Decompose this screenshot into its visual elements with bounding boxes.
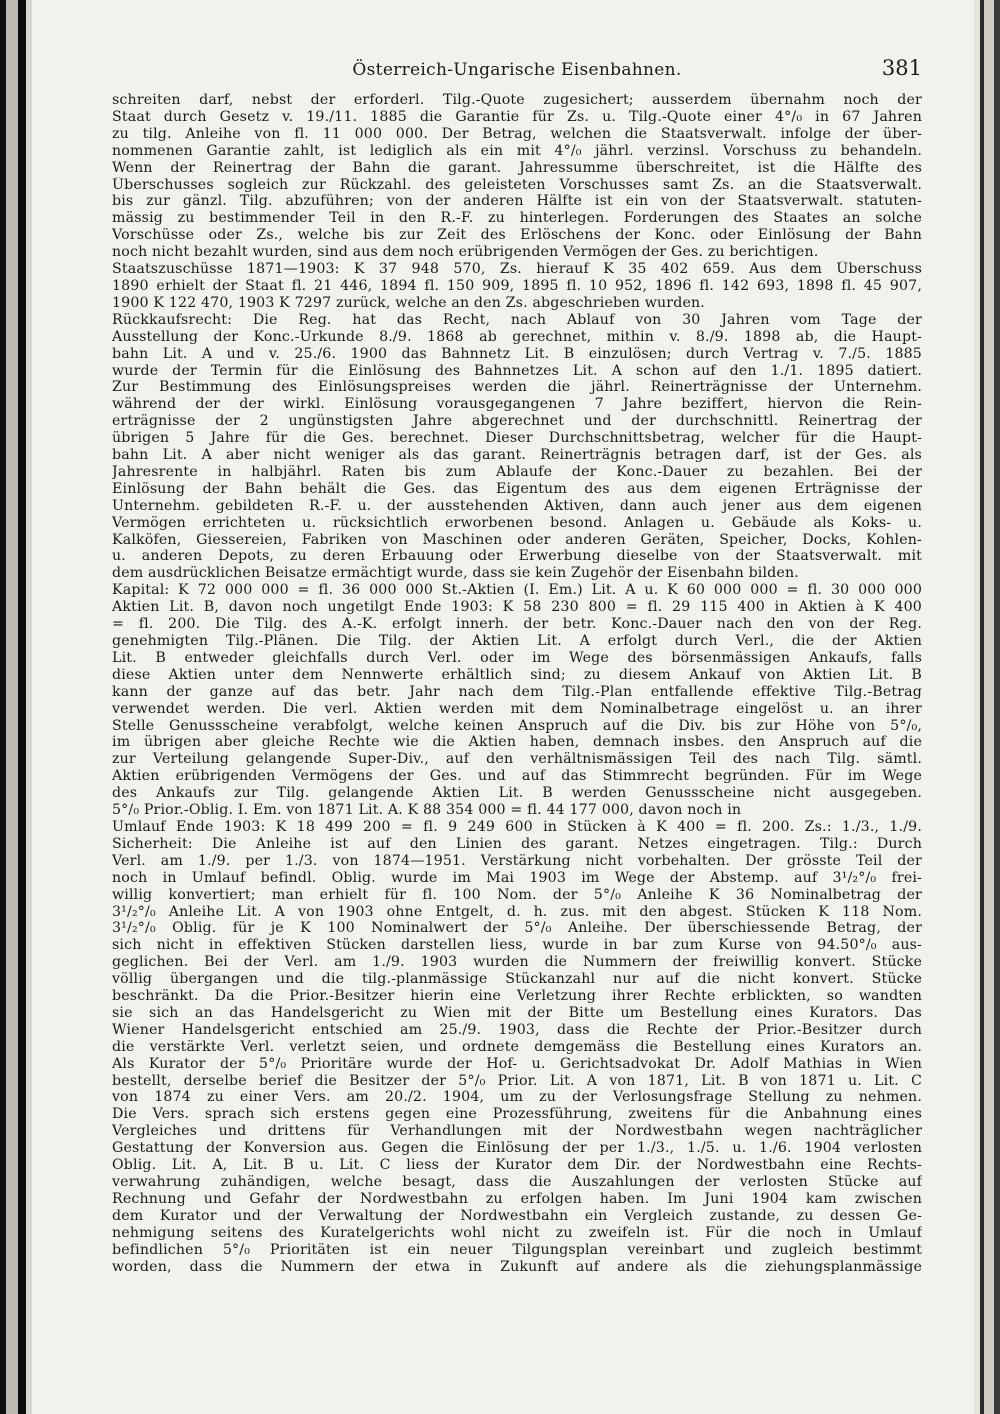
text-line: bahn Lit. A und v. 25./6. 1900 das Bahnnetz Lit. B einzulösen; durch Vertrag v. 7./5. 1885: [112, 345, 922, 362]
text-line: Stelle Genussscheine verabfolgt, welche keinen Anspruch auf die Div. bis zur Höhe von 5°/₀,: [112, 717, 922, 734]
text-line: willig konvertiert; man erhielt für fl. 100 Nom. der 5°/₀ Anleihe K 36 Nominalbetrag der: [112, 886, 922, 903]
text-line: des Ankaufs zur Tilg. gelangende Aktien Lit. B werden Genussscheine nicht ausgegeben.: [112, 785, 922, 802]
text-line: Vermögen errichteten u. rücksichtlich erworbenen besond. Anlagen u. Gebäude als Koks- u.: [112, 514, 922, 531]
text-line: dem ausdrücklichen Beisatze ermächtigt wurde, dass sie kein Zugehör der Eisenbahn bilden.: [112, 565, 799, 582]
text-line: bis zur gänzl. Tilg. abzuführen; von der anderen Hälfte ist ein von der Staatsverwalt. statuten-: [112, 193, 922, 210]
text-line: Kalköfen, Giessereien, Fabriken von Maschinen oder anderen Geräten, Speicher, Docks, Kohlen-: [112, 531, 922, 548]
text-line: Die Vers. sprach sich erstens gegen eine Prozessführung, zweitens für die Anbahnung eines: [112, 1106, 922, 1123]
text-line: sie sich an das Handelsgericht zu Wien mit der Bitte um Bestellung eines Kurators. Das: [112, 1004, 922, 1021]
text-line: noch nicht bezahlt wurden, sind aus dem noch erübrigenden Vermögen der Ges. zu berichtigen.: [112, 244, 819, 261]
text-line: 3¹/₂°/₀ Anleihe Lit. A von 1903 ohne Entgelt, d. h. zus. mit den abgest. Stücken K 118 Nom.: [112, 903, 922, 920]
text-line: Sicherheit: Die Anleihe ist auf den Linien des garant. Netzes eingetragen. Tilg.: Durch: [112, 835, 922, 852]
text-line: Aktien Lit. B, davon noch ungetilgt Ende 1903: K 58 230 800 = fl. 29 115 400 in Aktien à K 400: [112, 599, 922, 616]
text-line: 1900 K 122 470, 1903 K 7297 zurück, welche an den Zs. abgeschrieben wurden.: [112, 294, 705, 311]
text-line: wurde der Termin für die Einlösung des Bahnnetzes Lit. A schon auf den 1./1. 1895 datiert.: [112, 362, 922, 379]
text-line: die verstärkte Verl. verletzt seien, und ordnete demgemäss die Bestellung eines Kurators an.: [112, 1038, 922, 1055]
text-line: nehmigung seitens des Kuratelgerichts wohl nicht zu zweifeln ist. Für die noch in Umlauf: [112, 1224, 922, 1241]
text-line: 1890 erhielt der Staat fl. 21 446, 1894 fl. 150 909, 1895 fl. 10 952, 1896 fl. 142 693, 1898 fl. 45 907,: [112, 277, 922, 294]
text-line: verwendet werden. Die verl. Aktien werden mit dem Nominalbetrage eingelöst u. an ihrer: [112, 700, 922, 717]
text-line: Vorschüsse oder Zs., welche bis zur Zeit des Erlöschens der Konc. oder Einlösung der Bahn: [112, 227, 922, 244]
text-line: Staatszuschüsse 1871—1903: K 37 948 570, Zs. hierauf K 35 402 659. Aus dem Überschuss: [112, 261, 922, 278]
text-line: Staat durch Gesetz v. 19./11. 1885 die Garantie für Zs. u. Tilg.-Quote einer 4°/₀ in 67 Jahren: [112, 108, 922, 125]
text-line: Wiener Handelsgericht entschied am 25./9. 1903, dass die Rechte der Prior.-Besitzer durch: [112, 1021, 922, 1038]
text-line: zur Verteilung gelangende Super-Div., auf den verhältnismässigen Teil des nach Tilg. sämtl.: [112, 751, 922, 768]
text-line: Lit. B entweder gleichfalls durch Verl. oder im Wege des börsenmässigen Ankaufs, falls: [112, 649, 922, 666]
page-edge: [974, 0, 1000, 1414]
text-line: Rechnung und Gefahr der Nordwestbahn zu erfolgen haben. Im Juni 1904 kam zwischen: [112, 1190, 922, 1207]
text-line: Jahresrente in halbjährl. Raten bis zum Ablaufe der Konc.-Dauer zu bezahlen. Bei der: [112, 463, 922, 480]
text-line: 3¹/₂°/₀ Oblig. für je K 100 Nominalwert der 5°/₀ Anleihe. Der überschiessende Betrag, der: [112, 920, 922, 937]
text-line: bahn Lit. A aber nicht weniger als das garant. Reinerträgnis betragen darf, ist der Ges. als: [112, 447, 922, 464]
text-line: im übrigen aber gleiche Rechte wie die Aktien haben, demnach insbes. den Anspruch auf die: [112, 734, 922, 751]
text-line: befindlichen 5°/₀ Prioritäten ist ein neuer Tilgungsplan vereinbart und zugleich bestimmt: [112, 1241, 922, 1258]
text-line: Einlösung der Bahn behält die Ges. das Eigentum des aus dem eigenen Erträgnisse der: [112, 480, 922, 497]
text-line: Aktien erübrigenden Vermögens der Ges. und auf das Stimmrecht begründen. Für im Wege: [112, 768, 922, 785]
text-line: worden, dass die Nummern der etwa in Zukunft auf andere als die ziehungsplanmässige: [112, 1258, 922, 1275]
text-line: Wenn der Reinertrag der Bahn die garant. Jahressumme überschreitet, ist die Hälfte des: [112, 159, 922, 176]
text-line: noch in Umlauf befindl. Oblig. wurde im Mai 1903 im Wege der Abstemp. auf 3¹/₂°/₀ frei-: [112, 869, 922, 886]
text-line: = fl. 200. Die Tilg. des A.-K. erfolgt innerh. der betr. Konc.-Dauer nach den von der Reg.: [112, 616, 922, 633]
text-line: erträgnisse der 2 ungünstigsten Jahre abgerechnet und der durchschnittl. Reinertrag der: [112, 413, 922, 430]
text-line: sich nicht in effektiven Stücken darstellen liess, wurde in bar zum Kurse von 94.50°/₀ aus-: [112, 937, 922, 954]
binding-edge: [0, 0, 32, 1414]
text-line: mässig zu bestimmender Teil in den R.-F. zu hinterlegen. Forderungen des Staates an solche: [112, 210, 922, 227]
text-line: dem Kurator und der Verwaltung der Nordwestbahn ein Vergleich zustande, zu dessen Ge-: [112, 1207, 922, 1224]
text-line: Zur Bestimmung des Einlösungspreises werden die jährl. Reinerträgnisse der Unternehm.: [112, 379, 922, 396]
text-line: nommenen Garantie zahlt, ist lediglich als ein mit 4°/₀ jährl. verzinsl. Vorschuss zu behandeln.: [112, 142, 922, 159]
text-line: Ausstellung der Konc.-Urkunde 8./9. 1868 ab gerechnet, mithin v. 8./9. 1898 ab, die Haupt-: [112, 328, 922, 345]
text-body: [112, 92, 922, 1275]
running-title: Österreich-Ungarische Eisenbahnen.: [352, 60, 682, 80]
text-line: schreiten darf, nebst der erforderl. Tilg.-Quote zugesichert; ausserdem übernahm noch der: [112, 92, 922, 108]
text-line: Oblig. Lit. A, Lit. B u. Lit. C liess der Kurator dem Dir. der Nordwestbahn eine Rechts-: [112, 1157, 922, 1174]
text-line: geglichen. Bei der Verl. am 1./9. 1903 wurden die Nummern der freiwillig konvert. Stücke: [112, 954, 922, 971]
text-line: genehmigten Tilg.-Plänen. Die Tilg. der Aktien Lit. A erfolgt durch Verl., die der Aktien: [112, 633, 922, 649]
text-line: zu tilg. Anleihe von fl. 11 000 000. Der Betrag, welchen die Staatsverwalt. infolge der über-: [112, 125, 922, 142]
text-line: Kapital: K 72 000 000 = fl. 36 000 000 St.-Aktien (I. Em.) Lit. A u. K 60 000 000 = fl. 30 000 000: [112, 582, 922, 599]
text-line: völlig übergangen und die tilg.-planmässige Stückanzahl nur auf die nicht konvert. Stücke: [112, 971, 922, 988]
text-line: Unternehm. gebildeten R.-F. u. der ausstehenden Aktiven, dann auch jener aus dem eigenen: [112, 497, 922, 514]
text-line: 5°/₀ Prior.-Oblig. I. Em. von 1871 Lit. A. K 88 354 000 = fl. 44 177 000, davon noch in: [112, 802, 742, 819]
text-line: verwahrung zuhändigen, welche besagt, dass die Auszahlungen der verlosten Stücke auf: [112, 1174, 922, 1190]
text-line: während der der wirkl. Einlösung vorausgegangenen 7 Jahre beziffert, hiervon die Rein-: [112, 396, 922, 413]
text-line: Als Kurator der 5°/₀ Prioritäre wurde der Hof- u. Gerichtsadvokat Dr. Adolf Mathias in Wien: [112, 1055, 922, 1072]
text-line: Umlauf Ende 1903: K 18 499 200 = fl. 9 249 600 in Stücken à K 400 = fl. 200. Zs.: 1./3., 1./9.: [112, 818, 922, 835]
text-line: bestellt, derselbe berief die Besitzer der 5°/₀ Prior. Lit. A von 1871, Lit. B von 1871 u. Lit. C: [112, 1072, 922, 1089]
text-line: übrigen 5 Jahre für die Ges. berechnet. Dieser Durchschnittsbetrag, welcher für die Haupt-: [112, 430, 922, 447]
text-line: Gestattung der Konversion aus. Gegen die Einlösung der per 1./3., 1./5. u. 1./6. 1904 verlosten: [112, 1140, 922, 1157]
text-line: Vergleiches und drittens für Verhandlungen mit der Nordwestbahn wegen nachträglicher: [112, 1123, 922, 1140]
page-number: 381: [881, 56, 922, 80]
text-line: Überschusses sogleich zur Rückzahl. des geleisteten Vorschusses samt Zs. an die Staatsverwalt.: [112, 176, 922, 193]
text-line: diese Aktien unter dem Nennwerte erhältlich sind; zu diesem Ankauf von Aktien Lit. B: [112, 666, 922, 683]
text-line: u. anderen Depots, zu deren Erbauung oder Erwerbung dieselbe von der Staatsverwalt. mit: [112, 548, 922, 565]
page-header: [112, 56, 922, 86]
text-line: Verl. am 1./9. per 1./3. von 1874—1951. Verstärkung nicht vorbehalten. Der grösste Teil der: [112, 852, 922, 869]
text-line: von 1874 zu einer Vers. am 20./2. 1904, um zu der Verlosungsfrage Stellung zu nehmen.: [112, 1089, 922, 1106]
text-line: kann der ganze auf das betr. Jahr nach dem Tilg.-Plan entfallende effektive Tilg.-Betrag: [112, 683, 922, 700]
text-line: Rückkaufsrecht: Die Reg. hat das Recht, nach Ablauf von 30 Jahren vom Tage der: [112, 311, 922, 328]
text-line: beschränkt. Da die Prior.-Besitzer hierin eine Verletzung ihrer Rechte erblickten, so wandten: [112, 988, 922, 1005]
